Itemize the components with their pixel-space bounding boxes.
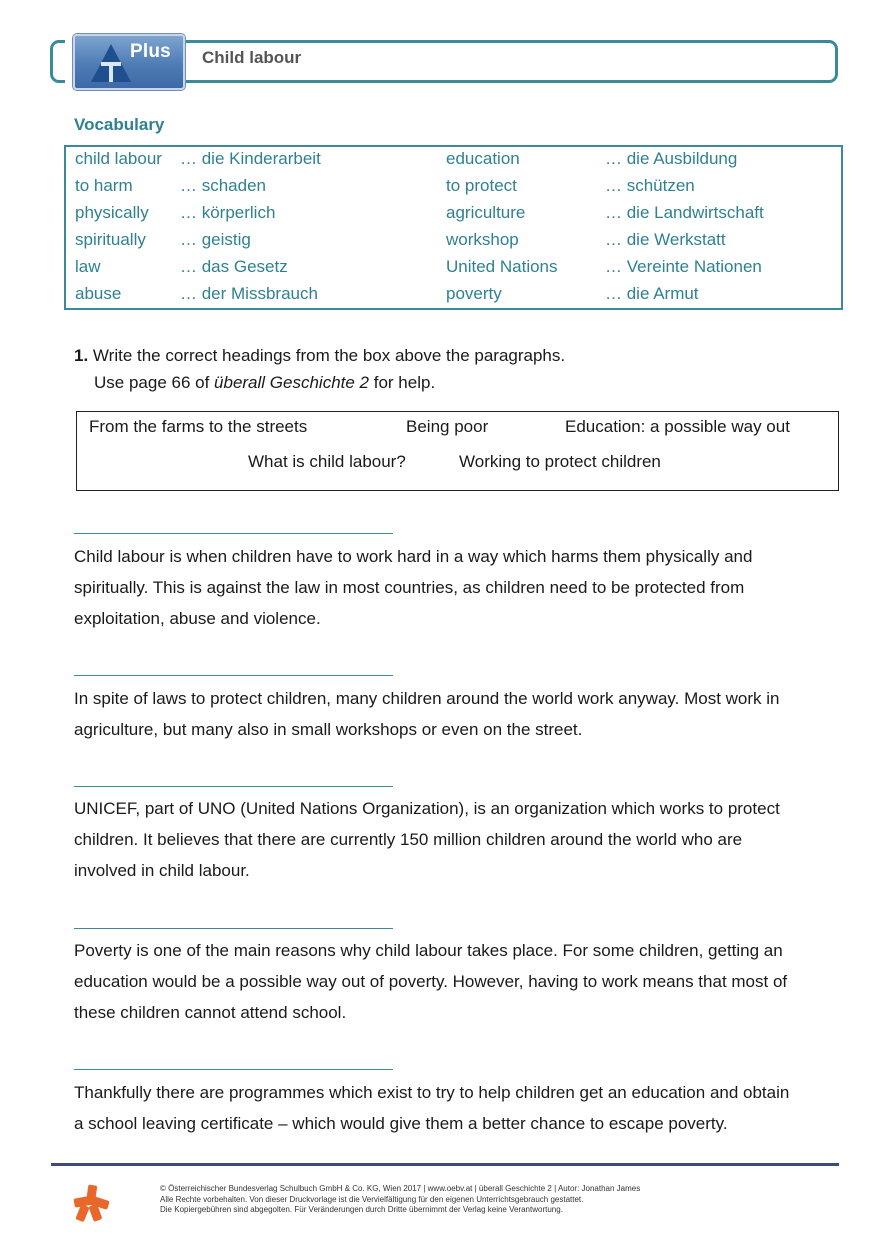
- vocab-translation: … die Werkstatt: [605, 230, 726, 249]
- vocab-term: to protect: [446, 176, 517, 195]
- task-instruction: [74, 342, 565, 396]
- task-number: 1.: [74, 346, 89, 365]
- paragraph-line: involved in child labour.: [74, 861, 250, 880]
- vocab-translation: … Vereinte Nationen: [605, 257, 762, 276]
- vocab-term: law: [75, 257, 101, 276]
- vocab-row: [66, 230, 841, 256]
- vocab-translation: … der Missbrauch: [180, 284, 318, 303]
- paragraph-4: [74, 935, 844, 1028]
- heading-option: From the farms to the streets: [89, 417, 308, 436]
- vocab-translation: … die Landwirtschaft: [605, 203, 764, 222]
- task-text: Write the correct headings from the box above the paragraphs.: [92, 346, 566, 365]
- paragraph-line: In spite of laws to protect children, many children around the world work anyway. Most work in: [74, 689, 780, 708]
- logo-text: Plus: [130, 41, 171, 62]
- footer-line: © Österreichischer Bundesverlag Schulbuch GmbH & Co. KG, Wien 2017 | www.oebv.at | überall Geschichte 2 | Autor: Jonathan James: [160, 1184, 641, 1193]
- heading-option: What is child labour?: [248, 452, 406, 471]
- heading-option: Education: a possible way out: [565, 417, 790, 436]
- plus-logo-badge: [73, 34, 185, 90]
- vocab-translation: … geistig: [180, 230, 251, 249]
- headings-box: [76, 411, 839, 491]
- paragraph-line: Poverty is one of the main reasons why child labour takes place. For some children, getting an: [74, 941, 783, 960]
- vocab-translation: … schützen: [605, 176, 695, 195]
- paragraph-line: UNICEF, part of UNO (United Nations Organization), is an organization which works to protect: [74, 799, 780, 818]
- answer-line-1[interactable]: [74, 533, 393, 534]
- footer-divider: [51, 1163, 839, 1166]
- vocab-translation: … die Kinderarbeit: [180, 149, 321, 168]
- vocab-term: to harm: [75, 176, 133, 195]
- vocab-term: physically: [75, 203, 149, 222]
- heading-option: Working to protect children: [459, 452, 661, 471]
- paragraph-line: Thankfully there are programmes which exist to try to help children get an education and obtain: [74, 1083, 790, 1102]
- vocab-term: child labour: [75, 149, 162, 168]
- answer-line-5[interactable]: [74, 1069, 393, 1070]
- paragraph-1: [74, 541, 844, 634]
- vocab-translation: … die Armut: [605, 284, 699, 303]
- answer-line-2[interactable]: [74, 675, 393, 676]
- heading-option: Being poor: [406, 417, 489, 436]
- answer-line-4[interactable]: [74, 928, 393, 929]
- task-line-2: [74, 369, 565, 396]
- vocab-translation: … das Gesetz: [180, 257, 288, 276]
- paragraph-line: spiritually. This is against the law in most countries, as children need to be protected from: [74, 578, 745, 597]
- vocab-term: education: [446, 149, 520, 168]
- vocab-term: workshop: [446, 230, 519, 249]
- vocab-translation: … körperlich: [180, 203, 276, 222]
- paragraph-line: these children cannot attend school.: [74, 1003, 347, 1022]
- vocab-translation: … schaden: [180, 176, 266, 195]
- vocab-term: United Nations: [446, 257, 558, 276]
- task-line-1: [74, 342, 565, 369]
- vocab-row: [66, 149, 841, 175]
- vocab-term: abuse: [75, 284, 122, 303]
- page-title: Child labour: [202, 48, 302, 67]
- paragraph-line: education would be a possible way out of poverty. However, having to work means that most of: [74, 972, 788, 991]
- task-help-book: überall Geschichte 2: [214, 373, 370, 392]
- paragraph-line: children. It believes that there are currently 150 million children around the world who are: [74, 830, 743, 849]
- footer-line: Die Kopiergebühren sind abgegolten. Für Veränderungen durch Dritte übernimmt der Verlag keine Verantwortung.: [160, 1205, 563, 1214]
- vocab-term: poverty: [446, 284, 502, 303]
- vocabulary-box: [64, 145, 843, 310]
- vocab-term: agriculture: [446, 203, 526, 222]
- footer-line: Alle Rechte vorbehalten. Von dieser Druckvorlage ist die Vervielfältigung für den eigenen Unterrichtsgebrauch gestattet.: [160, 1194, 584, 1204]
- vocabulary-heading: Vocabulary: [74, 115, 165, 134]
- footer-copyright: [160, 1184, 640, 1216]
- paragraph-2: [74, 683, 844, 745]
- paragraph-3: [74, 793, 844, 886]
- vocab-row: [66, 203, 841, 229]
- vocab-row: [66, 176, 841, 202]
- task-help-prefix: Use page 66 of: [94, 373, 215, 392]
- vocab-row: [66, 284, 841, 310]
- vocab-row: [66, 257, 841, 283]
- paragraph-line: Child labour is when children have to work hard in a way which harms them physically and: [74, 547, 753, 566]
- vocab-term: spiritually: [75, 230, 146, 249]
- answer-line-3[interactable]: [74, 786, 393, 787]
- publisher-star-icon: [72, 1183, 112, 1223]
- pyramid-icon: [89, 42, 133, 84]
- paragraph-line: a school leaving certificate – which would give them a better chance to escape poverty.: [74, 1114, 728, 1133]
- paragraph-line: exploitation, abuse and violence.: [74, 609, 321, 628]
- vocab-translation: … die Ausbildung: [605, 149, 738, 168]
- paragraph-line: agriculture, but many also in small workshops or even on the street.: [74, 720, 583, 739]
- paragraph-5: [74, 1077, 844, 1139]
- task-help-suffix: for help.: [369, 373, 436, 392]
- publisher-logo: [72, 1183, 112, 1228]
